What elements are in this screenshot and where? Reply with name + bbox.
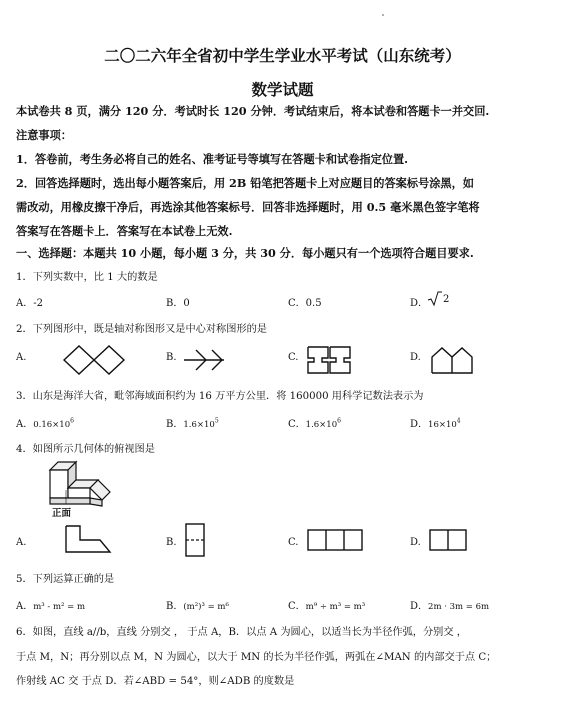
q4-stem: 4．如图所示几何体的俯视图是 [16, 444, 155, 455]
q3-option-c-exponent: 6 [337, 417, 341, 425]
q5-option-b-label: B． [166, 601, 184, 612]
q5-option-a-expression: m³ - m² = m [33, 602, 86, 612]
q4-option-c: C. [288, 537, 299, 548]
q1-option-d-label: D． [410, 298, 429, 309]
q5-option-c-expression: m⁹ ÷ m³ = m³ [305, 602, 366, 612]
q6-line-2: 于点 M，N；再分别以点 M，N 为圆心，以大于 MN 的长为半径作弧，两弧在∠MAN 的内部交于点 C； [16, 652, 497, 663]
q5-option-d-label: D． [410, 601, 429, 612]
exam-title: 二〇二六年全省初中学生学业水平考试（山东统考） [104, 46, 461, 65]
q3-option-b-value: 1.6×10 [183, 420, 215, 430]
q3-stem: 3．山东是海洋大省，毗邻海域面积约为 16 万平方公里．将 160000 用科学记数法表示为 [16, 391, 424, 402]
q3-option-d-value: 16×10 [428, 420, 457, 430]
q3-option-a-exponent: 6 [70, 417, 74, 425]
q3-option-d-exponent: 4 [456, 417, 461, 425]
q4-figure-a-stepped [66, 526, 112, 554]
q1-stem: 1．下列实数中，比 1 大的数是 [16, 272, 158, 283]
note-2-line-2: 需改动，用橡皮擦干净后，再选涂其他答案标号．回答非选择题时，用 0.5 毫米黑色签字笔将 [16, 200, 480, 214]
q3-option-c-label: C． [288, 419, 306, 430]
q4-figure-c-three-squares [308, 530, 364, 552]
q3-option-a-value: 0.16×10 [33, 420, 71, 430]
q1-option-b: B．0 [166, 298, 190, 309]
note-1: 1．答卷前，考生务必将自己的姓名、准考证号等填写在答题卡和试卷指定位置. [16, 152, 409, 166]
q1-option-a: A．-2 [16, 298, 43, 309]
q3-option-b [166, 415, 219, 430]
notes-heading: 注意事项： [16, 128, 72, 142]
q5-option-d-expression: 2m · 3m = 6m [428, 602, 490, 612]
q5-option-d [410, 597, 489, 612]
q4-option-d: D. [410, 537, 421, 548]
q3-option-d-label: D． [410, 419, 429, 430]
radical-sign-icon [428, 291, 442, 307]
q5-option-c-label: C． [288, 601, 306, 612]
q3-option-a-label: A． [16, 419, 34, 430]
note-2-line-3: 答案写在答题卡上．答案写在本试卷上无效. [16, 224, 233, 238]
q4-solid-figure [40, 460, 112, 512]
q3-option-a [16, 415, 74, 430]
q2-stem: 2．下列图形中，既是轴对称图形又是中心对称图形的是 [16, 324, 267, 335]
q3-option-d [410, 415, 461, 430]
q2-option-b: B. [166, 352, 177, 363]
q1-option-c: C．0.5 [288, 298, 322, 309]
q3-option-c-value: 1.6×10 [305, 420, 338, 430]
q2-option-d: D. [410, 352, 421, 363]
q1-option-d [410, 294, 450, 309]
q4-option-a: A. [16, 537, 27, 548]
q5-option-a-label: A． [16, 601, 34, 612]
q3-option-b-label: B． [166, 419, 184, 430]
section-1-heading: 一、选择题：本题共 10 小题，每小题 3 分，共 30 分．每小题只有一个选项符合题目要求. [16, 246, 474, 260]
q2-figure-d-double-house [432, 347, 472, 373]
q2-figure-b-double-arrow [184, 348, 226, 372]
q5-stem: 5．下列运算正确的是 [16, 574, 115, 585]
intro-line: 本试卷共 8 页，满分 120 分．考试时长 120 分钟．考试结束后，将本试卷和答题卡一并交回. [16, 104, 490, 118]
q4-option-b: B. [166, 537, 177, 548]
q2-figure-c-bracket-shape [308, 347, 352, 373]
q5-option-c [288, 597, 365, 612]
q6-line-1: 6．如图，直线 a//b，直线 分别交 ， 于点 A，B．以点 A 为圆心，以适当长为半径作弧，分别交 ， [16, 627, 467, 638]
q3-option-b-exponent: 5 [214, 417, 219, 425]
q2-option-a: A. [16, 352, 27, 363]
note-2-line-1: 2．回答选择题时，选出每小题答案后，用 2B 铅笔把答题卡上对应题目的答案标号涂黑，如 [16, 176, 474, 190]
q5-option-b [166, 597, 229, 612]
q4-front-label: 正面 [52, 508, 72, 519]
q4-figure-d-two-squares [430, 530, 470, 552]
q6-line-3: 作射线 AC 交 于点 D．若∠ABD = 54°，则∠ADB 的度数是 [16, 676, 295, 687]
q3-option-c [288, 415, 341, 430]
q2-figure-a-two-diamonds [64, 345, 124, 375]
q2-option-c: C. [288, 352, 299, 363]
scan-speck [382, 14, 384, 16]
q5-option-b-expression: (m²)³ = m⁶ [183, 602, 229, 612]
q5-option-a [16, 597, 85, 612]
q4-figure-b-tall-rectangle [186, 524, 206, 558]
q1-option-d-radicand: 2 [443, 294, 450, 305]
exam-subtitle: 数学试题 [251, 80, 314, 99]
